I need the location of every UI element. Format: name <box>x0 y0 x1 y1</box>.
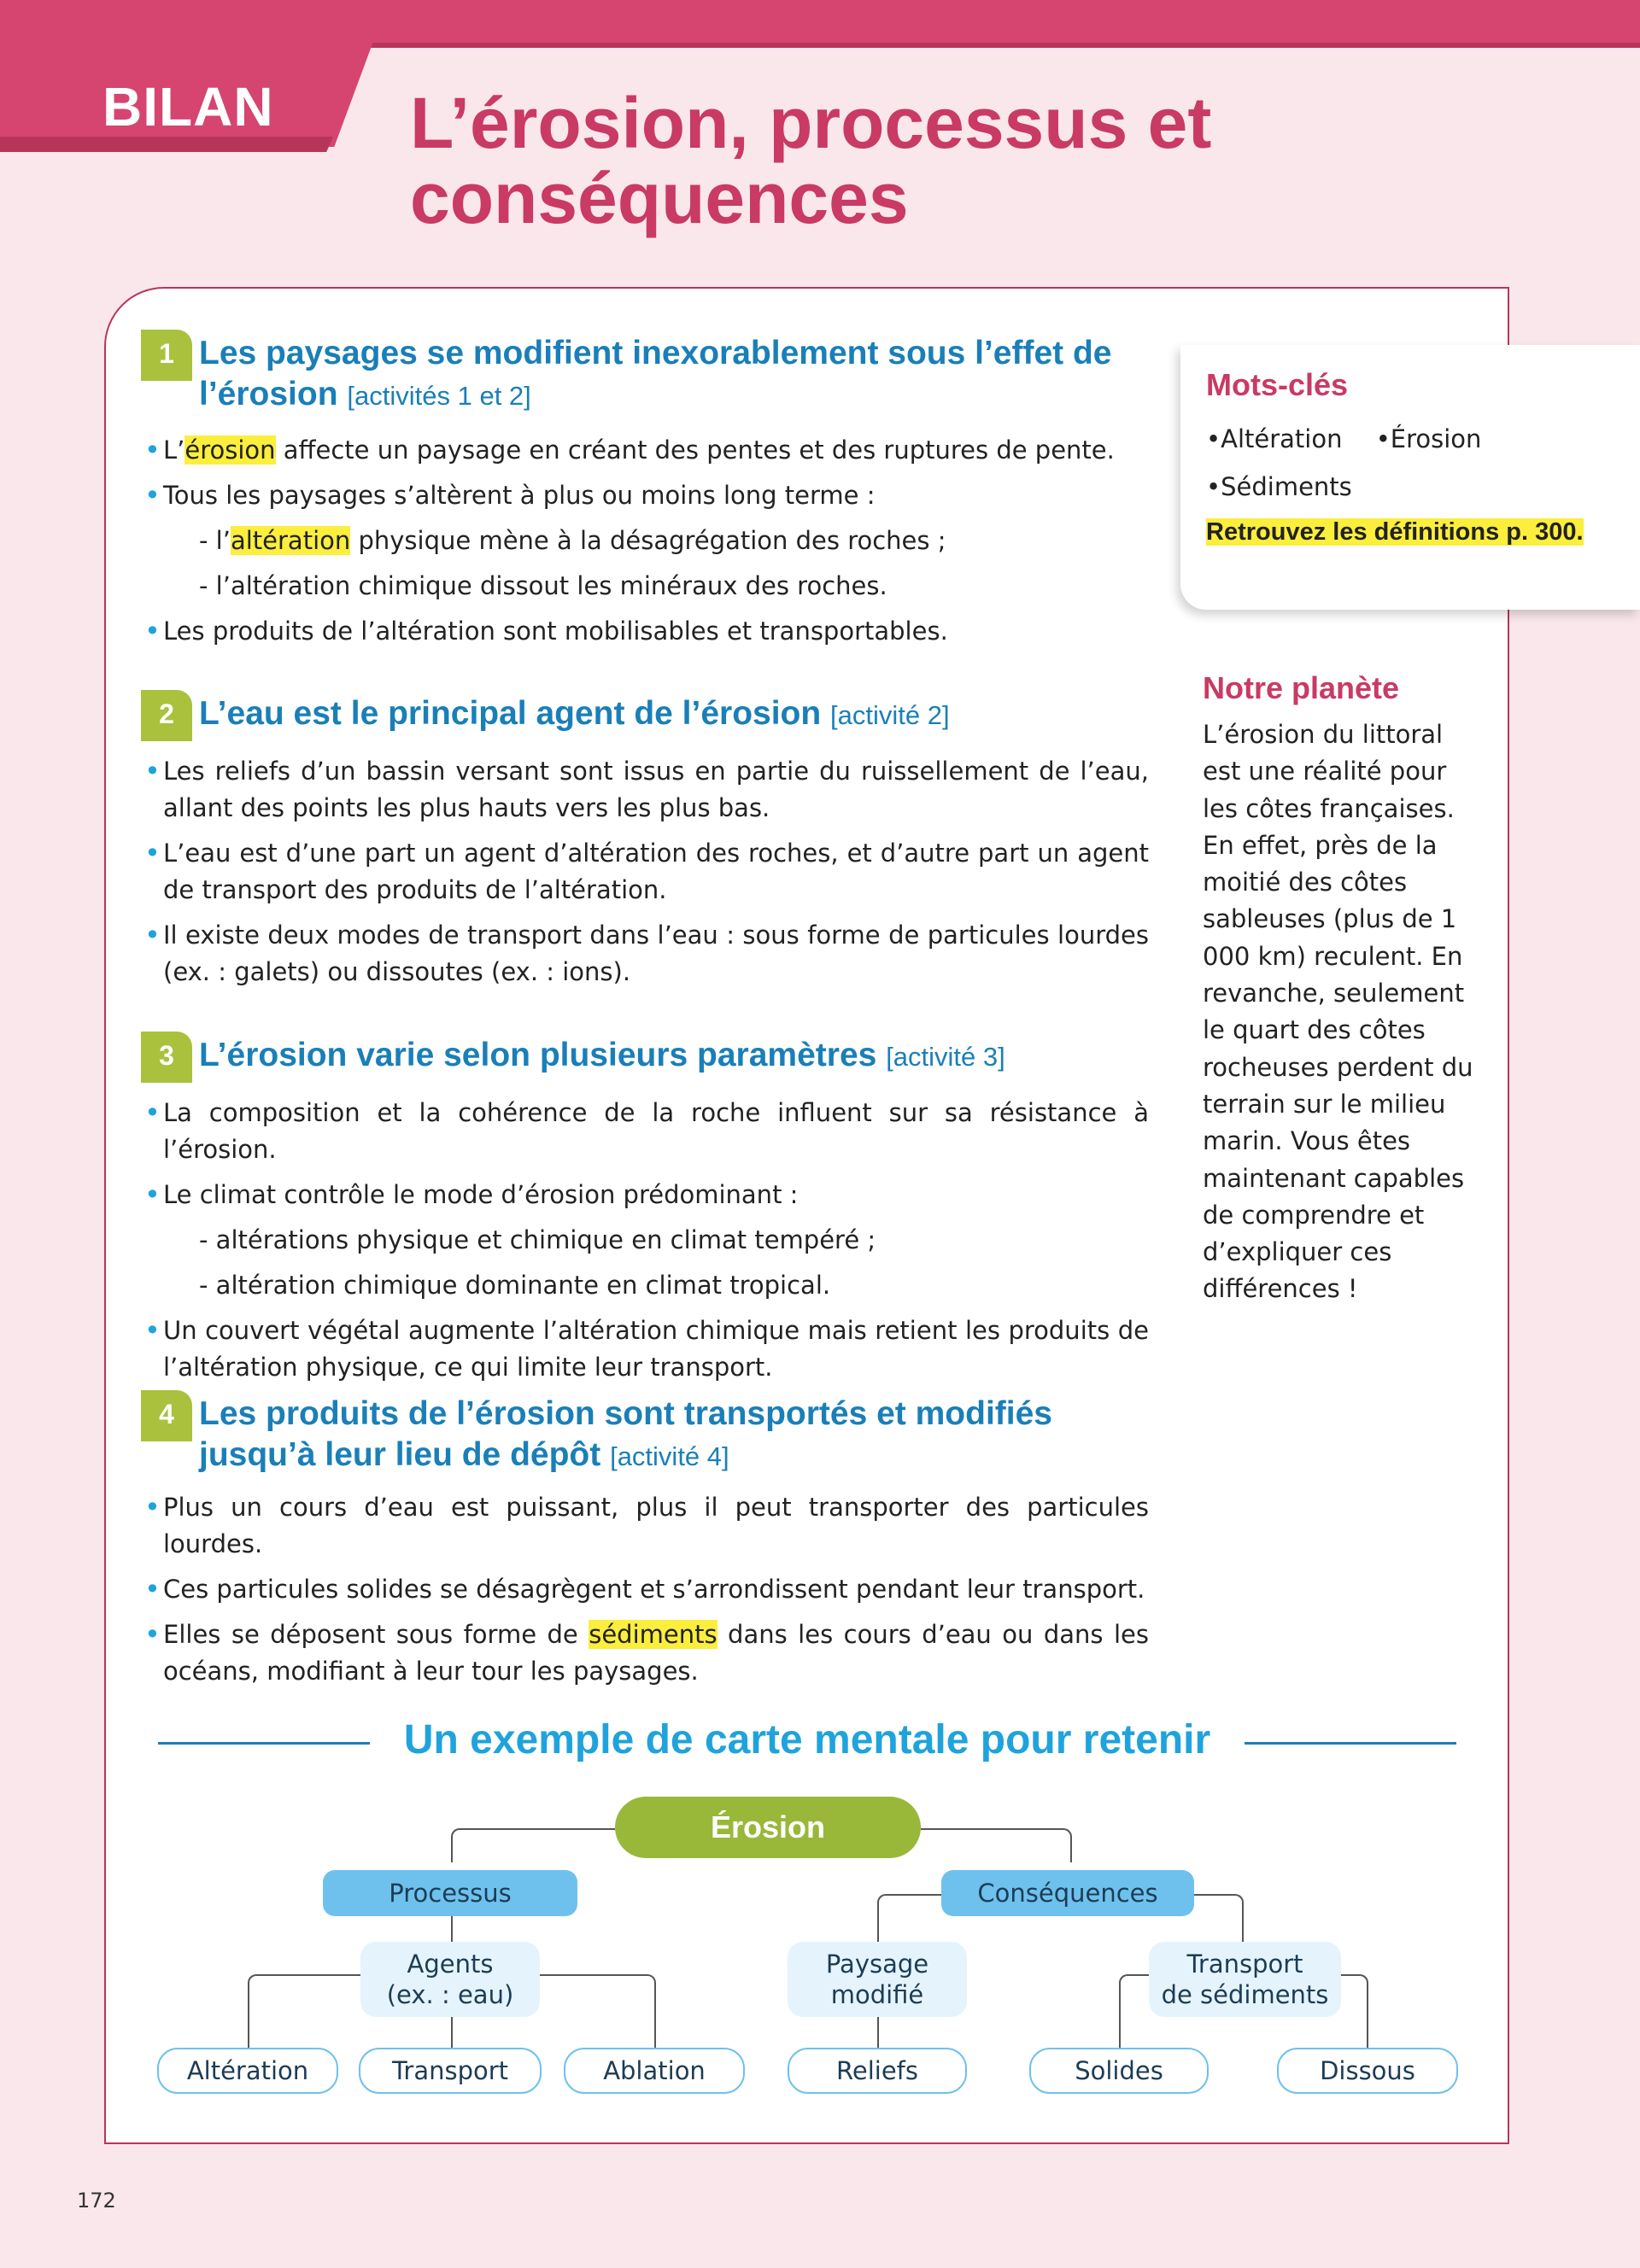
page-title: L’érosion, processus et conséquences <box>410 83 1212 238</box>
connector <box>1194 1894 1244 1942</box>
mindmap-leaf-reliefs: Reliefs <box>788 2048 967 2094</box>
mindmap-root-node: Érosion <box>615 1797 921 1858</box>
bilan-tab-shadow <box>0 137 333 152</box>
mindmap-leaf-solides: Solides <box>1029 2048 1209 2094</box>
mindmap-node-processus: Processus <box>323 1870 577 1916</box>
list-item: • L’eau est d’une part un agent d’altération des roches, et d’autre part un agent de transport des produits de l’altération. <box>163 835 1149 909</box>
connector <box>1339 1974 1368 2048</box>
planet-title: Notre planète <box>1203 670 1400 705</box>
section-3 <box>141 1032 1149 1394</box>
bilan-label: BILAN <box>102 76 274 137</box>
list-item: • La composition et la cohérence de la roche influent sur sa résistance à l’érosion. <box>163 1095 1149 1168</box>
section-4 <box>141 1390 1149 1698</box>
section-title: Les paysages se modifient inexorablement sous l’effet de l’érosion [activités 1 et 2] <box>199 335 1112 412</box>
mindmap-leaf-dissous: Dissous <box>1277 2048 1458 2094</box>
highlight-term: érosion <box>184 435 276 465</box>
mindmap-leaf-transport: Transport <box>359 2048 542 2094</box>
list-item: • Tous les paysages s’altèrent à plus ou moins long terme : <box>163 477 1149 514</box>
highlight-term: altération <box>230 526 351 555</box>
section-title: Les produits de l’érosion sont transportés et modifiés jusqu’à leur lieu de dépôt [activité 4] <box>199 1395 1052 1473</box>
connector <box>921 1828 1072 1862</box>
page-number: 172 <box>77 2189 116 2212</box>
list-item: • Un couvert végétal augmente l’altération chimique mais retient les produits de l’altération physique, ce qui limite leur transport. <box>163 1312 1149 1386</box>
list-item: - altération chimique dominante en climat tropical. <box>199 1271 831 1300</box>
section-number: 3 <box>141 1032 192 1083</box>
connector <box>1119 1974 1153 2048</box>
connector <box>451 1916 453 1942</box>
connector <box>248 1974 360 2048</box>
list-item: - l’altération physique mène à la désagrégation des roches ; <box>199 526 946 555</box>
planet-text: L’érosion du littoral est une réalité pour les côtes françaises. En effet, près de la moitié des côtes sableuses (plus de 1 000 km) reculent. En revanche, seulement le quart des côtes rocheuses perdent du terrain sur le milieu marin. Vous êtes maintenant capables de comprendre et d’expliquer ces différences ! <box>1203 720 1473 1304</box>
highlight-term: sédiments <box>589 1620 718 1649</box>
list-item: • Ces particules solides se désagrègent et s’arrondissent pendant leur transport. <box>163 1571 1149 1608</box>
keyword-item: •Érosion <box>1375 424 1482 453</box>
keyword-item: •Sédiments <box>1206 472 1352 501</box>
mindmap-leaf-alteration: Altération <box>157 2048 338 2094</box>
list-item: • Il existe deux modes de transport dans l’eau : sous forme de particules lourdes (ex. : galets) ou dissoutes (ex. : ions). <box>163 917 1149 991</box>
list-item: - altérations physique et chimique en climat tempéré ; <box>199 1225 876 1254</box>
mindmap-header <box>158 1716 1456 1768</box>
keywords-title: Mots-clés <box>1206 367 1349 402</box>
mindmap-title: Un exemple de carte mentale pour retenir <box>403 1717 1211 1762</box>
list-item: • L’érosion affecte un paysage en créant des pentes et des ruptures de pente. <box>163 432 1149 469</box>
list-item: • Les reliefs d’un bassin versant sont issus en partie du ruissellement de l’eau, allant des points les plus hauts vers les plus bas. <box>163 753 1149 827</box>
section-number: 4 <box>141 1390 192 1441</box>
list-item: • Plus un cours d’eau est puissant, plus il peut transporter des particules lourdes. <box>163 1489 1149 1563</box>
list-item: • Les produits de l’altération sont mobilisables et transportables. <box>163 613 1149 650</box>
connector <box>540 1974 656 2048</box>
list-item: • Le climat contrôle le mode d’érosion prédominant : <box>163 1177 1149 1213</box>
mindmap-leaf-ablation: Ablation <box>564 2048 745 2094</box>
connector <box>877 1894 941 1942</box>
section-number: 2 <box>141 690 192 741</box>
section-1 <box>141 330 1149 658</box>
mindmap-node-paysage: Paysage modifié <box>788 1942 967 2017</box>
section-title: L’érosion varie selon plusieurs paramètres [activité 3] <box>199 1037 1005 1073</box>
mindmap-node-transport-sediments: Transport de sédiments <box>1149 1942 1341 2017</box>
keywords-box <box>1180 345 1640 610</box>
mindmap-node-consequences: Conséquences <box>941 1870 1194 1916</box>
planet-sidebar <box>1203 670 1476 1308</box>
keywords-list <box>1206 415 1614 511</box>
list-item: • Elles se déposent sous forme de sédiments dans les cours d’eau ou dans les océans, modifiant à leur tour les paysages. <box>163 1616 1149 1690</box>
mindmap-node-agents: Agents (ex. : eau) <box>360 1942 540 2017</box>
connector <box>451 1828 615 1862</box>
section-number: 1 <box>141 330 192 381</box>
keyword-item: •Altération <box>1206 424 1343 453</box>
list-item: - l’altération chimique dissout les minéraux des roches. <box>199 571 887 600</box>
section-2 <box>141 690 1149 999</box>
keywords-note: Retrouvez les définitions p. 300. <box>1206 518 1584 546</box>
section-title: L’eau est le principal agent de l’érosion [activité 2] <box>199 695 950 732</box>
